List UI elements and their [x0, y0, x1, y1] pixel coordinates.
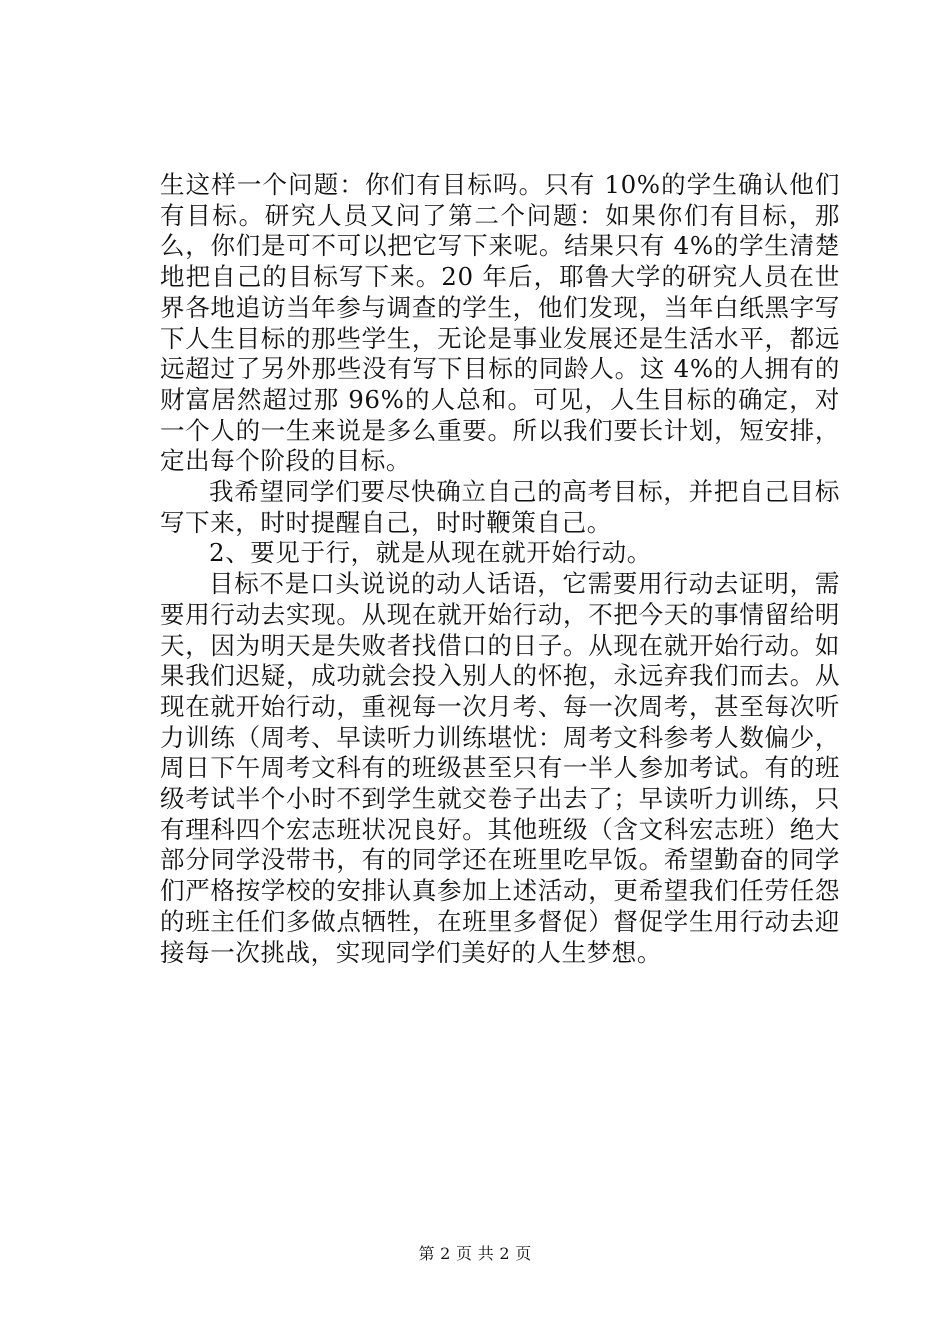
paragraph-goal-survey: 生这样一个问题：你们有目标吗。只有 10%的学生确认他们有目标。研究人员又问了第二个问题：如果你们有目标，那么，你们是可不可以把它写下来呢。结果只有 4%的学生清楚地把自己的目标写下来。20 年后，耶鲁大学的研究人员在世界各地追访当年参与调查的学生，他们发现，当年白纸黑字写下人生目标的那些学生，无论是事业发展还是生活水平，都远远超过了另外那些没有写下目标的同龄人。这 4%的人拥有的财富居然超过那 96%的人总和。可见，人生目标的确定，对一个人的一生来说是多么重要。所以我们要长计划，短安排，定出每个阶段的目标。 [160, 170, 840, 476]
document-body [160, 170, 840, 968]
page-number-footer: 第 2 页 共 2 页 [418, 1244, 532, 1263]
paragraph-set-goals: 我希望同学们要尽快确立自己的高考目标，并把自己目标写下来，时时提醒自己，时时鞭策自己。 [160, 477, 840, 537]
paragraph-take-action: 目标不是口头说说的动人话语，它需要用行动去证明，需要用行动去实现。从现在就开始行动，不把今天的事情留给明天，因为明天是失败者找借口的日子。从现在就开始行动。如果我们迟疑，成功就会投入别人的怀抱，永远弃我们而去。从现在就开始行动，重视每一次月考、每一次周考，甚至每次听力训练（周考、早读听力训练堪忧：周考文科参考人数偏少，周日下午周考文科有的班级甚至只有一半人参加考试。有的班级考试半个小时不到学生就交卷子出去了；早读听力训练，只有理科四个宏志班状况良好。其他班级（含文科宏志班）绝大部分同学没带书，有的同学还在班里吃早饭。希望勤奋的同学们严格按学校的安排认真参加上述活动，更希望我们任劳任怨的班主任们多做点牺牲，在班里多督促）督促学生用行动去迎接每一次挑战，实现同学们美好的人生梦想。 [160, 569, 840, 967]
section-heading-act-now: 2、要见于行，就是从现在就开始行动。 [209, 538, 652, 568]
